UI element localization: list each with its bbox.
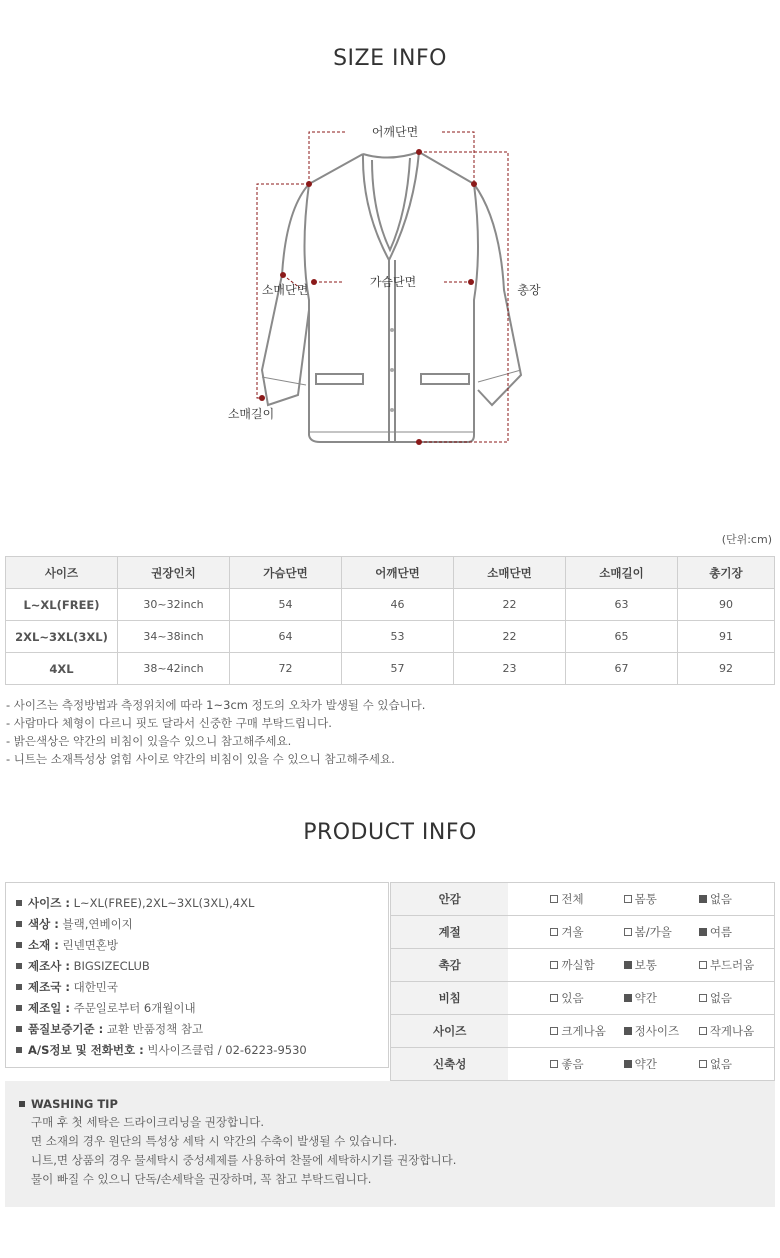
table-row xyxy=(6,653,775,685)
bullet-square-icon xyxy=(16,1005,22,1011)
bullet-square-icon xyxy=(16,963,22,969)
attribute-name: 사이즈 xyxy=(391,1015,509,1048)
option-label: 크게나옴 xyxy=(561,1024,606,1038)
unchecked-box-icon xyxy=(550,961,558,969)
cell-shoulder: 46 xyxy=(342,589,454,621)
attribute-row xyxy=(391,883,775,916)
attribute-option xyxy=(624,1015,699,1048)
washing-line: 물이 빠질 수 있으니 단독/손세탁을 권장하며, 꼭 참고 부탁드립니다. xyxy=(31,1172,372,1186)
cardigan-outline xyxy=(262,152,521,442)
cell-chest: 72 xyxy=(230,653,342,685)
unchecked-box-icon xyxy=(699,1060,707,1068)
cell-size: L~XL(FREE) xyxy=(6,589,118,621)
bullet-square-icon xyxy=(16,1047,22,1053)
checked-box-icon xyxy=(624,1027,632,1035)
bullet-square-icon xyxy=(19,1101,25,1107)
label-chest: 가슴단면 xyxy=(369,275,417,289)
option-label: 겨울 xyxy=(561,925,584,939)
cell-inch: 30~32inch xyxy=(118,589,230,621)
cell-sleeve-length: 67 xyxy=(566,653,678,685)
product-info-title: PRODUCT INFO xyxy=(303,820,477,845)
option-label: 없음 xyxy=(709,892,733,906)
unit-label: (단위:cm) xyxy=(721,533,772,546)
unchecked-box-icon xyxy=(624,895,632,903)
washing-line: 니트,면 상품의 경우 물세탁시 중성세제를 사용하여 찬물에 세탁하시기를 권장합니다. xyxy=(31,1153,457,1167)
attribute-row xyxy=(391,916,775,949)
detail-row: 사이즈 : L~XL(FREE),2XL~3XL(3XL),4XL xyxy=(16,893,388,914)
attribute-name: 촉감 xyxy=(391,949,509,982)
cell-size: 4XL xyxy=(6,653,118,685)
attribute-option xyxy=(508,1015,623,1048)
attribute-option xyxy=(699,949,775,982)
option-label: 몸통 xyxy=(634,892,657,906)
attribute-option xyxy=(508,883,623,916)
unchecked-box-icon xyxy=(699,961,707,969)
attribute-row xyxy=(391,949,775,982)
unchecked-box-icon xyxy=(550,928,558,936)
table-row xyxy=(6,621,775,653)
attribute-row xyxy=(391,982,775,1015)
cell-sleeve-length: 65 xyxy=(566,621,678,653)
cell-total-length: 90 xyxy=(678,589,775,621)
detail-row: 소재 : 린넨면혼방 xyxy=(16,935,388,956)
col-sleeve-width: 소매단면 xyxy=(454,557,566,589)
option-label: 없음 xyxy=(709,991,733,1005)
checked-box-icon xyxy=(624,994,632,1002)
detail-row: 제조일 : 주문일로부터 6개월이내 xyxy=(16,998,388,1019)
option-label: 여름 xyxy=(709,925,733,939)
unchecked-box-icon xyxy=(624,928,632,936)
note-line: - 니트는 소재특성상 얽힘 사이로 약간의 비침이 있을 수 있으니 참고해주세요. xyxy=(6,752,395,766)
attribute-option xyxy=(699,1048,775,1081)
unchecked-box-icon xyxy=(550,1027,558,1035)
attribute-row xyxy=(391,1048,775,1081)
col-size: 사이즈 xyxy=(6,557,118,589)
option-label: 작게나옴 xyxy=(709,1024,755,1038)
label-sleeve-width: 소매단면 xyxy=(261,283,309,297)
cell-shoulder: 57 xyxy=(342,653,454,685)
detail-row: A/S정보 및 전화번호 : 빅사이즈클럽 / 02-6223-9530 xyxy=(16,1040,388,1061)
size-table-header xyxy=(6,557,775,589)
attribute-option xyxy=(624,916,699,949)
attribute-name: 안감 xyxy=(391,883,509,916)
cardigan-buttons xyxy=(390,328,394,412)
cardigan-size-diagram xyxy=(0,100,780,470)
label-length: 총장 xyxy=(517,283,541,297)
col-shoulder: 어깨단면 xyxy=(342,557,454,589)
attribute-option xyxy=(699,1015,775,1048)
attribute-option xyxy=(699,982,775,1015)
unchecked-box-icon xyxy=(550,1060,558,1068)
attribute-option xyxy=(508,1048,623,1081)
checked-box-icon xyxy=(624,961,632,969)
detail-row: 제조국 : 대한민국 xyxy=(16,977,388,998)
product-details xyxy=(5,882,389,1068)
option-label: 없음 xyxy=(709,1057,733,1071)
unchecked-box-icon xyxy=(699,994,707,1002)
attribute-option xyxy=(624,1048,699,1081)
checked-box-icon xyxy=(624,1060,632,1068)
cell-sleeve-width: 22 xyxy=(454,589,566,621)
option-label: 까실함 xyxy=(561,958,595,972)
table-row xyxy=(6,589,775,621)
measurement-points xyxy=(259,149,477,445)
cell-sleeve-length: 63 xyxy=(566,589,678,621)
attribute-option xyxy=(624,883,699,916)
bullet-square-icon xyxy=(16,1026,22,1032)
option-label: 봄/가을 xyxy=(634,925,672,939)
attribute-option xyxy=(508,916,623,949)
unchecked-box-icon xyxy=(699,1027,707,1035)
option-label: 있음 xyxy=(561,991,584,1005)
label-shoulder: 어깨단면 xyxy=(371,125,419,139)
unchecked-box-icon xyxy=(550,994,558,1002)
cell-inch: 38~42inch xyxy=(118,653,230,685)
attribute-option xyxy=(699,883,775,916)
checked-box-icon xyxy=(699,928,707,936)
washing-line: 구매 후 첫 세탁은 드라이크리닝을 권장합니다. xyxy=(31,1115,265,1129)
washing-line: 면 소재의 경우 원단의 특성상 세탁 시 약간의 수축이 발생될 수 있습니다. xyxy=(31,1134,398,1148)
attribute-name: 신축성 xyxy=(391,1048,509,1081)
col-sleeve-length: 소매길이 xyxy=(566,557,678,589)
attribute-name: 비침 xyxy=(391,982,509,1015)
unchecked-box-icon xyxy=(550,895,558,903)
bullet-square-icon xyxy=(16,921,22,927)
size-notes xyxy=(6,696,425,768)
cell-size: 2XL~3XL(3XL) xyxy=(6,621,118,653)
detail-row: 색상 : 블랙,연베이지 xyxy=(16,914,388,935)
option-label: 부드러움 xyxy=(709,958,755,972)
note-line: - 밝은색상은 약간의 비침이 있을수 있으니 참고해주세요. xyxy=(6,734,292,748)
cell-total-length: 92 xyxy=(678,653,775,685)
cell-sleeve-width: 22 xyxy=(454,621,566,653)
option-label: 약간 xyxy=(634,991,657,1005)
detail-row: 품질보증기준 : 교환 반품정책 참고 xyxy=(16,1019,388,1040)
option-label: 정사이즈 xyxy=(634,1024,680,1038)
col-chest: 가슴단면 xyxy=(230,557,342,589)
attribute-name: 계절 xyxy=(391,916,509,949)
attribute-option xyxy=(699,916,775,949)
note-line: - 사람마다 체형이 다르니 핏도 달라서 신중한 구매 부탁드립니다. xyxy=(6,716,332,730)
col-total-length: 총기장 xyxy=(678,557,775,589)
cell-shoulder: 53 xyxy=(342,621,454,653)
washing-tip xyxy=(5,1081,775,1207)
attribute-option xyxy=(624,982,699,1015)
option-label: 약간 xyxy=(634,1057,657,1071)
cell-chest: 64 xyxy=(230,621,342,653)
option-label: 좋음 xyxy=(561,1057,584,1071)
checked-box-icon xyxy=(699,895,707,903)
attribute-table xyxy=(390,882,775,1081)
option-label: 보통 xyxy=(634,958,657,972)
cell-chest: 54 xyxy=(230,589,342,621)
attribute-option xyxy=(624,949,699,982)
attribute-option xyxy=(508,949,623,982)
cell-inch: 34~38inch xyxy=(118,621,230,653)
cell-total-length: 91 xyxy=(678,621,775,653)
size-info-title: SIZE INFO xyxy=(333,46,447,71)
label-sleeve-length: 소매길이 xyxy=(227,407,275,421)
cell-sleeve-width: 23 xyxy=(454,653,566,685)
note-line: - 사이즈는 측정방법과 측정위치에 따라 1~3cm 정도의 오차가 발생될 수 있습니다. xyxy=(6,698,426,712)
bullet-square-icon xyxy=(16,942,22,948)
size-table xyxy=(5,556,775,685)
bullet-square-icon xyxy=(16,900,22,906)
washing-tip-title: WASHING TIP xyxy=(31,1097,118,1111)
bullet-square-icon xyxy=(16,984,22,990)
attribute-row xyxy=(391,1015,775,1048)
option-label: 전체 xyxy=(561,892,584,906)
col-inch: 권장인치 xyxy=(118,557,230,589)
attribute-option xyxy=(508,982,623,1015)
detail-row: 제조사 : BIGSIZECLUB xyxy=(16,956,388,977)
